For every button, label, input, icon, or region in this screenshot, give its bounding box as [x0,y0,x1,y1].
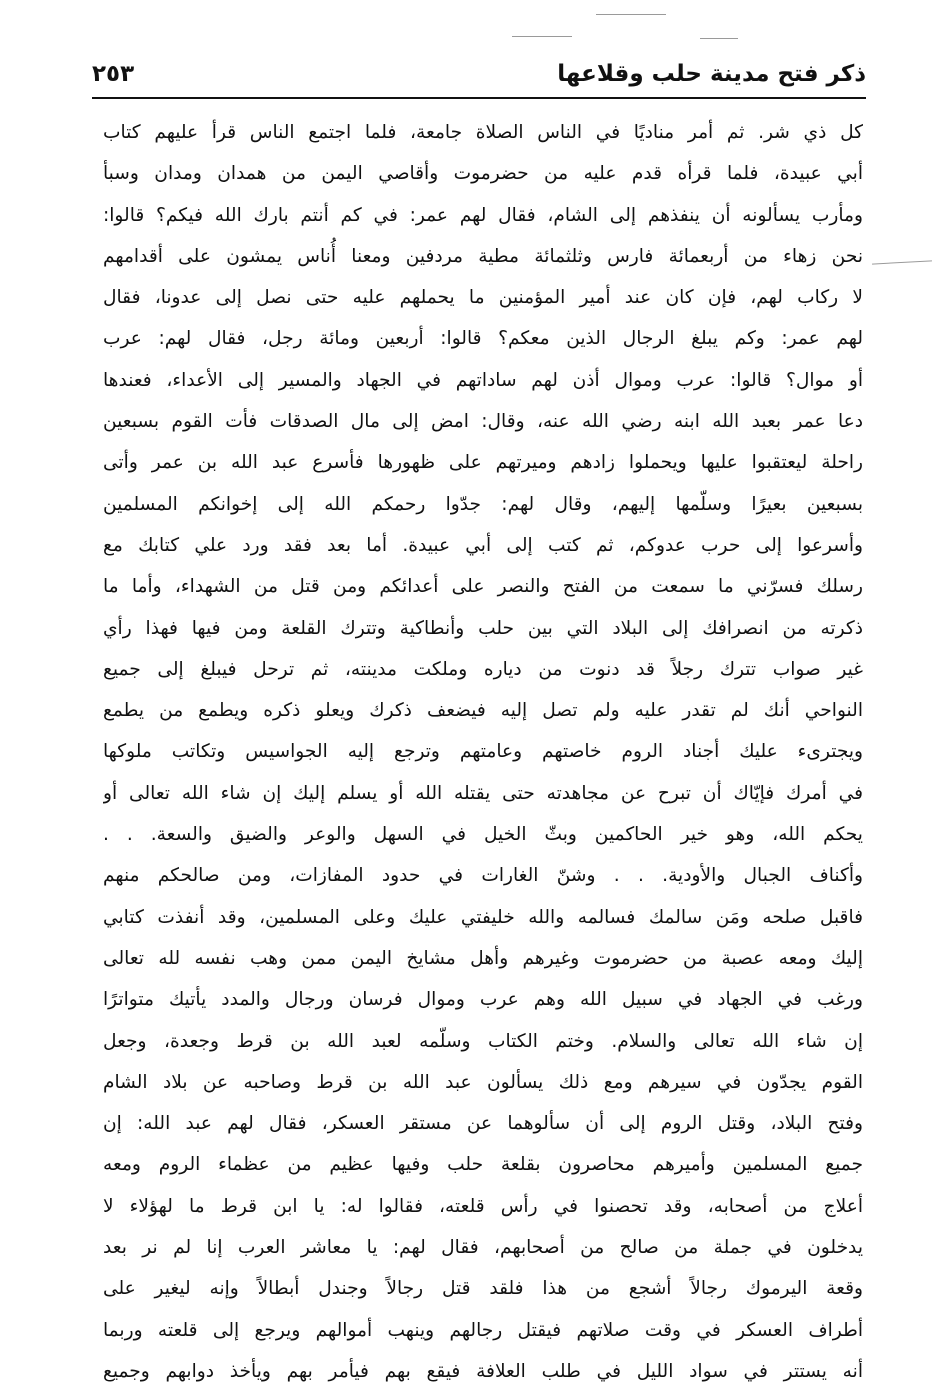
text-line: إليك ومعه عصبة من حضرموت وغيرهم وأهل مشايخ اليمن ممن وهب نفسه لله تعالى [103,947,863,969]
body-text [103,112,863,1392]
text-line: دعا عمر بعبد الله ابنه رضي الله عنه، وقال: امض إلى مال الصدقات فأت القوم بسبعين [103,411,863,433]
scan-artifact-line [512,36,572,37]
text-line: كل ذي شر. ثم أمر مناديًا في الناس الصلاة جامعة، فلما اجتمع الناس قرأ عليهم كتاب [103,122,863,143]
text-line: القوم يجدّون في سيرهم ومع ذلك يسألون عبد الله بن قرط وصاحبه عن بلاد الشام [103,1071,863,1093]
text-line: أو موال؟ قالوا: عرب وموال أذن لهم ساداتهم في الجهاد والمسير إلى الأعداء، فعندها [103,369,863,391]
text-line: أبي عبيدة، فلما قرأه قدم عليه من حضرموت وأقاصي اليمن من همدان ومدان وسبأ [103,163,863,185]
text-line: ورغب في الجهاد في سبيل الله وهم عرب وموال فرسان ورجال والمدد يأتيك متواترًا [103,989,863,1011]
text-line: رسلك فسرّني ما سمعت من الفتح والنصر على أعدائكم ومن قتل من الشهداء، وأما ما [103,576,863,598]
scan-artifact-line [700,38,738,39]
text-line: ومأرب يسألونه أن ينفذهم إلى الشام، فقال لهم عمر: في كم أنتم بارك الله فيكم؟ قالوا: [103,204,863,226]
page-header [92,52,866,98]
text-line: النواحي أنك لم تقدر عليه ولم تصل إليه فيضعف ذكرك ويعلو ذكره ويطمع من يطمع [103,700,863,722]
text-line: ويجترىء عليك أجناد الروم خاصتهم وعامتهم وترجع إليه الجواسيس وتكاتب ملوكها [103,741,863,763]
scan-artifact-line [596,14,666,15]
text-line: أطراف العسكر في وقت صلاتهم فيقتل رجالهم وينهب أموالهم ويرجع إلى قلعته وربما [103,1319,863,1341]
text-line: لا ركاب لهم، فإن كان عند أمير المؤمنين ما يحملهم عليه حتى نصل إلى عدونا، فقال [103,287,863,309]
text-line: يدخلون في جملة من صالح من أصحابهم، فقال لهم: يا معاشر العرب إنا لم نر بعد [103,1237,863,1259]
text-line: ذكرته من انصرافك إلى البلاد التي بين حلب وأنطاكية وتترك القلعة ومن فيها فهذا رأي [103,617,863,639]
text-line: راحلة ليعتقبوا عليها ويحملوا زادهم وميرتهم على ظهورها فأسرع عبد الله بن عمر وأتى [103,452,863,474]
header-divider [92,97,866,99]
text-line: وأسرعوا إلى حرب عدوكم، ثم كتب إلى أبي عبيدة. أما بعد فقد ورد علي كتابك مع [103,534,863,556]
text-line: وأكناف الجبال والأودية. . . وشنّ الغارات في حدود المفازات، ومن صالحكم منهم [103,865,863,887]
text-line: جميع المسلمين وأميرهم محاصرون بقلعة حلب وفيها عظيم من عظماء الروم ومعه [103,1154,863,1176]
text-line: يحكم الله، وهو خير الحاكمين وبثّ الخيل في السهل والوعر والضيق والسعة. . . [103,824,863,846]
page-number: ٢٥٣ [92,61,135,87]
text-line: أنه يستتر في سواد الليل في طلب العلافة فيقع بهم فيأمر بهم ويأخذ دوابهم وجميع [103,1360,863,1382]
text-line: غير صواب تترك رجلاً قد دنوت من دياره وملكت مدينته، ثم ترحل فيبلغ إلى جميع [103,658,863,680]
text-line: لهم عمر: وكم يبلغ الرجال الذين معكم؟ قالوا: أربعين ومائة رجل، فقال لهم: عرب [103,328,863,350]
text-line: وقعة اليرموك رجالاً أشجع من هذا فلقد قتل رجالاً وجندل أبطالاً وإنه ليغير على [103,1278,863,1300]
text-line: أعلاج من أصحابه، وقد تحصنوا في رأس قلعته، فقالوا له: يا ابن قرط ما لهؤلاء لا [103,1195,863,1217]
text-line: إن شاء الله تعالى والسلام. وختم الكتاب وسلّمه لعبد الله بن قرط وجعدة، وجعل [103,1030,863,1052]
text-line: فاقبل صلحه ومَن سالمك فسالمه والله خليفتي عليك وعلى المسلمين، وقد أنفذت كتابي [103,906,863,928]
text-line: وفتح البلاد، وقتل الروم إلى أن سألوهما عن مستقر العسكر، فقال لهم عبد الله: إن [103,1113,863,1135]
text-line: في أمرك فإيّاك أن تبرح عن مجاهدته حتى يقتله الله أو يسلم إليك إن شاء الله تعالى أو [103,782,863,804]
scan-artifact-line [872,260,932,264]
text-line: بسبعين بعيرًا وسلّمها إليهم، وقال لهم: جدّوا رحمكم الله إلى إخوانكم المسلمين [103,493,863,515]
text-line: نحن زهاء من أربعمائة فارس وثلثمائة مطية مردفين ومعنا أُناس يمشون على أقدامهم [103,245,863,267]
chapter-title: ذكر فتح مدينة حلب وقلاعها [557,61,866,87]
